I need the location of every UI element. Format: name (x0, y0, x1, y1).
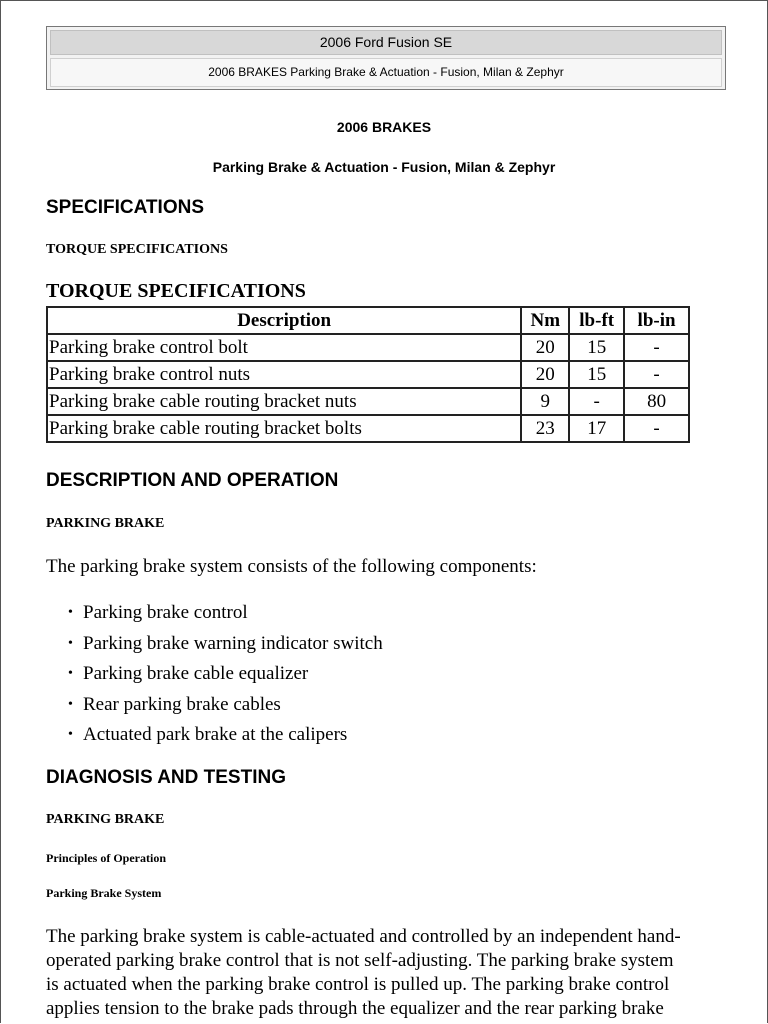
document-header (46, 26, 726, 90)
bullet-icon: • (68, 666, 73, 681)
table-cell-lb-in: - (624, 361, 689, 388)
table-cell-lb-ft: - (569, 388, 624, 415)
components-intro: The parking brake system consists of the following components: (46, 556, 537, 577)
components-list (66, 600, 383, 753)
parking-brake-system-paragraph (46, 925, 726, 1021)
parking-brake-system-heading: Parking Brake System (46, 886, 162, 900)
column-header-nm: Nm (521, 307, 569, 334)
table-cell-lb-in: 80 (624, 388, 689, 415)
torque-specifications-subheading: TORQUE SPECIFICATIONS (46, 242, 228, 257)
torque-specifications-table (46, 306, 690, 443)
table-header-row (47, 307, 689, 334)
section-title: 2006 BRAKES Parking Brake & Actuation - Fusion, Milan & Zephyr (50, 58, 722, 87)
table-cell-lb-in: - (624, 415, 689, 442)
document-subtitle: Parking Brake & Actuation - Fusion, Milan & Zephyr (212, 159, 556, 175)
diagnosis-parking-brake-subheading: PARKING BRAKE (46, 812, 165, 827)
list-item (66, 631, 383, 662)
table-cell-description: Parking brake cable routing bracket bolts (47, 415, 521, 442)
list-item (66, 661, 383, 692)
category-title: 2006 BRAKES (336, 119, 432, 135)
list-item-text: Rear parking brake cables (83, 693, 281, 715)
table-cell-lb-ft: 15 (569, 334, 624, 361)
table-cell-description: Parking brake control nuts (47, 361, 521, 388)
list-item (66, 722, 383, 753)
list-item (66, 600, 383, 631)
paragraph-line: The parking brake system is cable-actuated and controlled by an independent hand- (46, 926, 681, 947)
parking-brake-subheading: PARKING BRAKE (46, 516, 165, 531)
table-cell-lb-in: - (624, 334, 689, 361)
table-cell-lb-ft: 17 (569, 415, 624, 442)
specifications-heading: SPECIFICATIONS (46, 197, 204, 218)
list-item-text: Parking brake cable equalizer (83, 663, 309, 684)
list-item-text: Parking brake control (83, 602, 248, 623)
table-cell-lb-ft: 15 (569, 361, 624, 388)
column-header-lb-ft: lb-ft (569, 307, 624, 334)
table-cell-nm: 23 (521, 415, 569, 442)
list-item (66, 692, 383, 723)
bullet-icon: • (68, 696, 73, 712)
torque-table-title: TORQUE SPECIFICATIONS (46, 280, 306, 302)
bullet-icon: • (68, 635, 73, 651)
table-row (47, 415, 689, 442)
paragraph-line: operated parking brake control that is not self-adjusting. The parking brake system (46, 950, 674, 971)
column-header-lb-in: lb-in (624, 307, 689, 334)
table-row (47, 334, 689, 361)
principles-of-operation-heading: Principles of Operation (46, 851, 166, 865)
table-cell-description: Parking brake control bolt (47, 334, 521, 361)
vehicle-title: 2006 Ford Fusion SE (50, 30, 722, 55)
paragraph-line: applies tension to the brake pads through the equalizer and the rear parking brake (46, 998, 664, 1019)
bullet-icon: • (68, 605, 73, 620)
diagnosis-testing-heading: DIAGNOSIS AND TESTING (46, 767, 286, 788)
list-item-text: Parking brake warning indicator switch (83, 632, 383, 654)
table-row (47, 361, 689, 388)
table-cell-nm: 9 (521, 388, 569, 415)
table-cell-nm: 20 (521, 334, 569, 361)
bullet-icon: • (68, 727, 73, 742)
table-cell-description: Parking brake cable routing bracket nuts (47, 388, 521, 415)
paragraph-line: is actuated when the parking brake control is pulled up. The parking brake control (46, 974, 670, 995)
list-item-text: Actuated park brake at the calipers (83, 724, 348, 745)
description-operation-heading: DESCRIPTION AND OPERATION (46, 470, 339, 491)
table-row (47, 388, 689, 415)
table-cell-nm: 20 (521, 361, 569, 388)
column-header-description: Description (47, 307, 521, 334)
